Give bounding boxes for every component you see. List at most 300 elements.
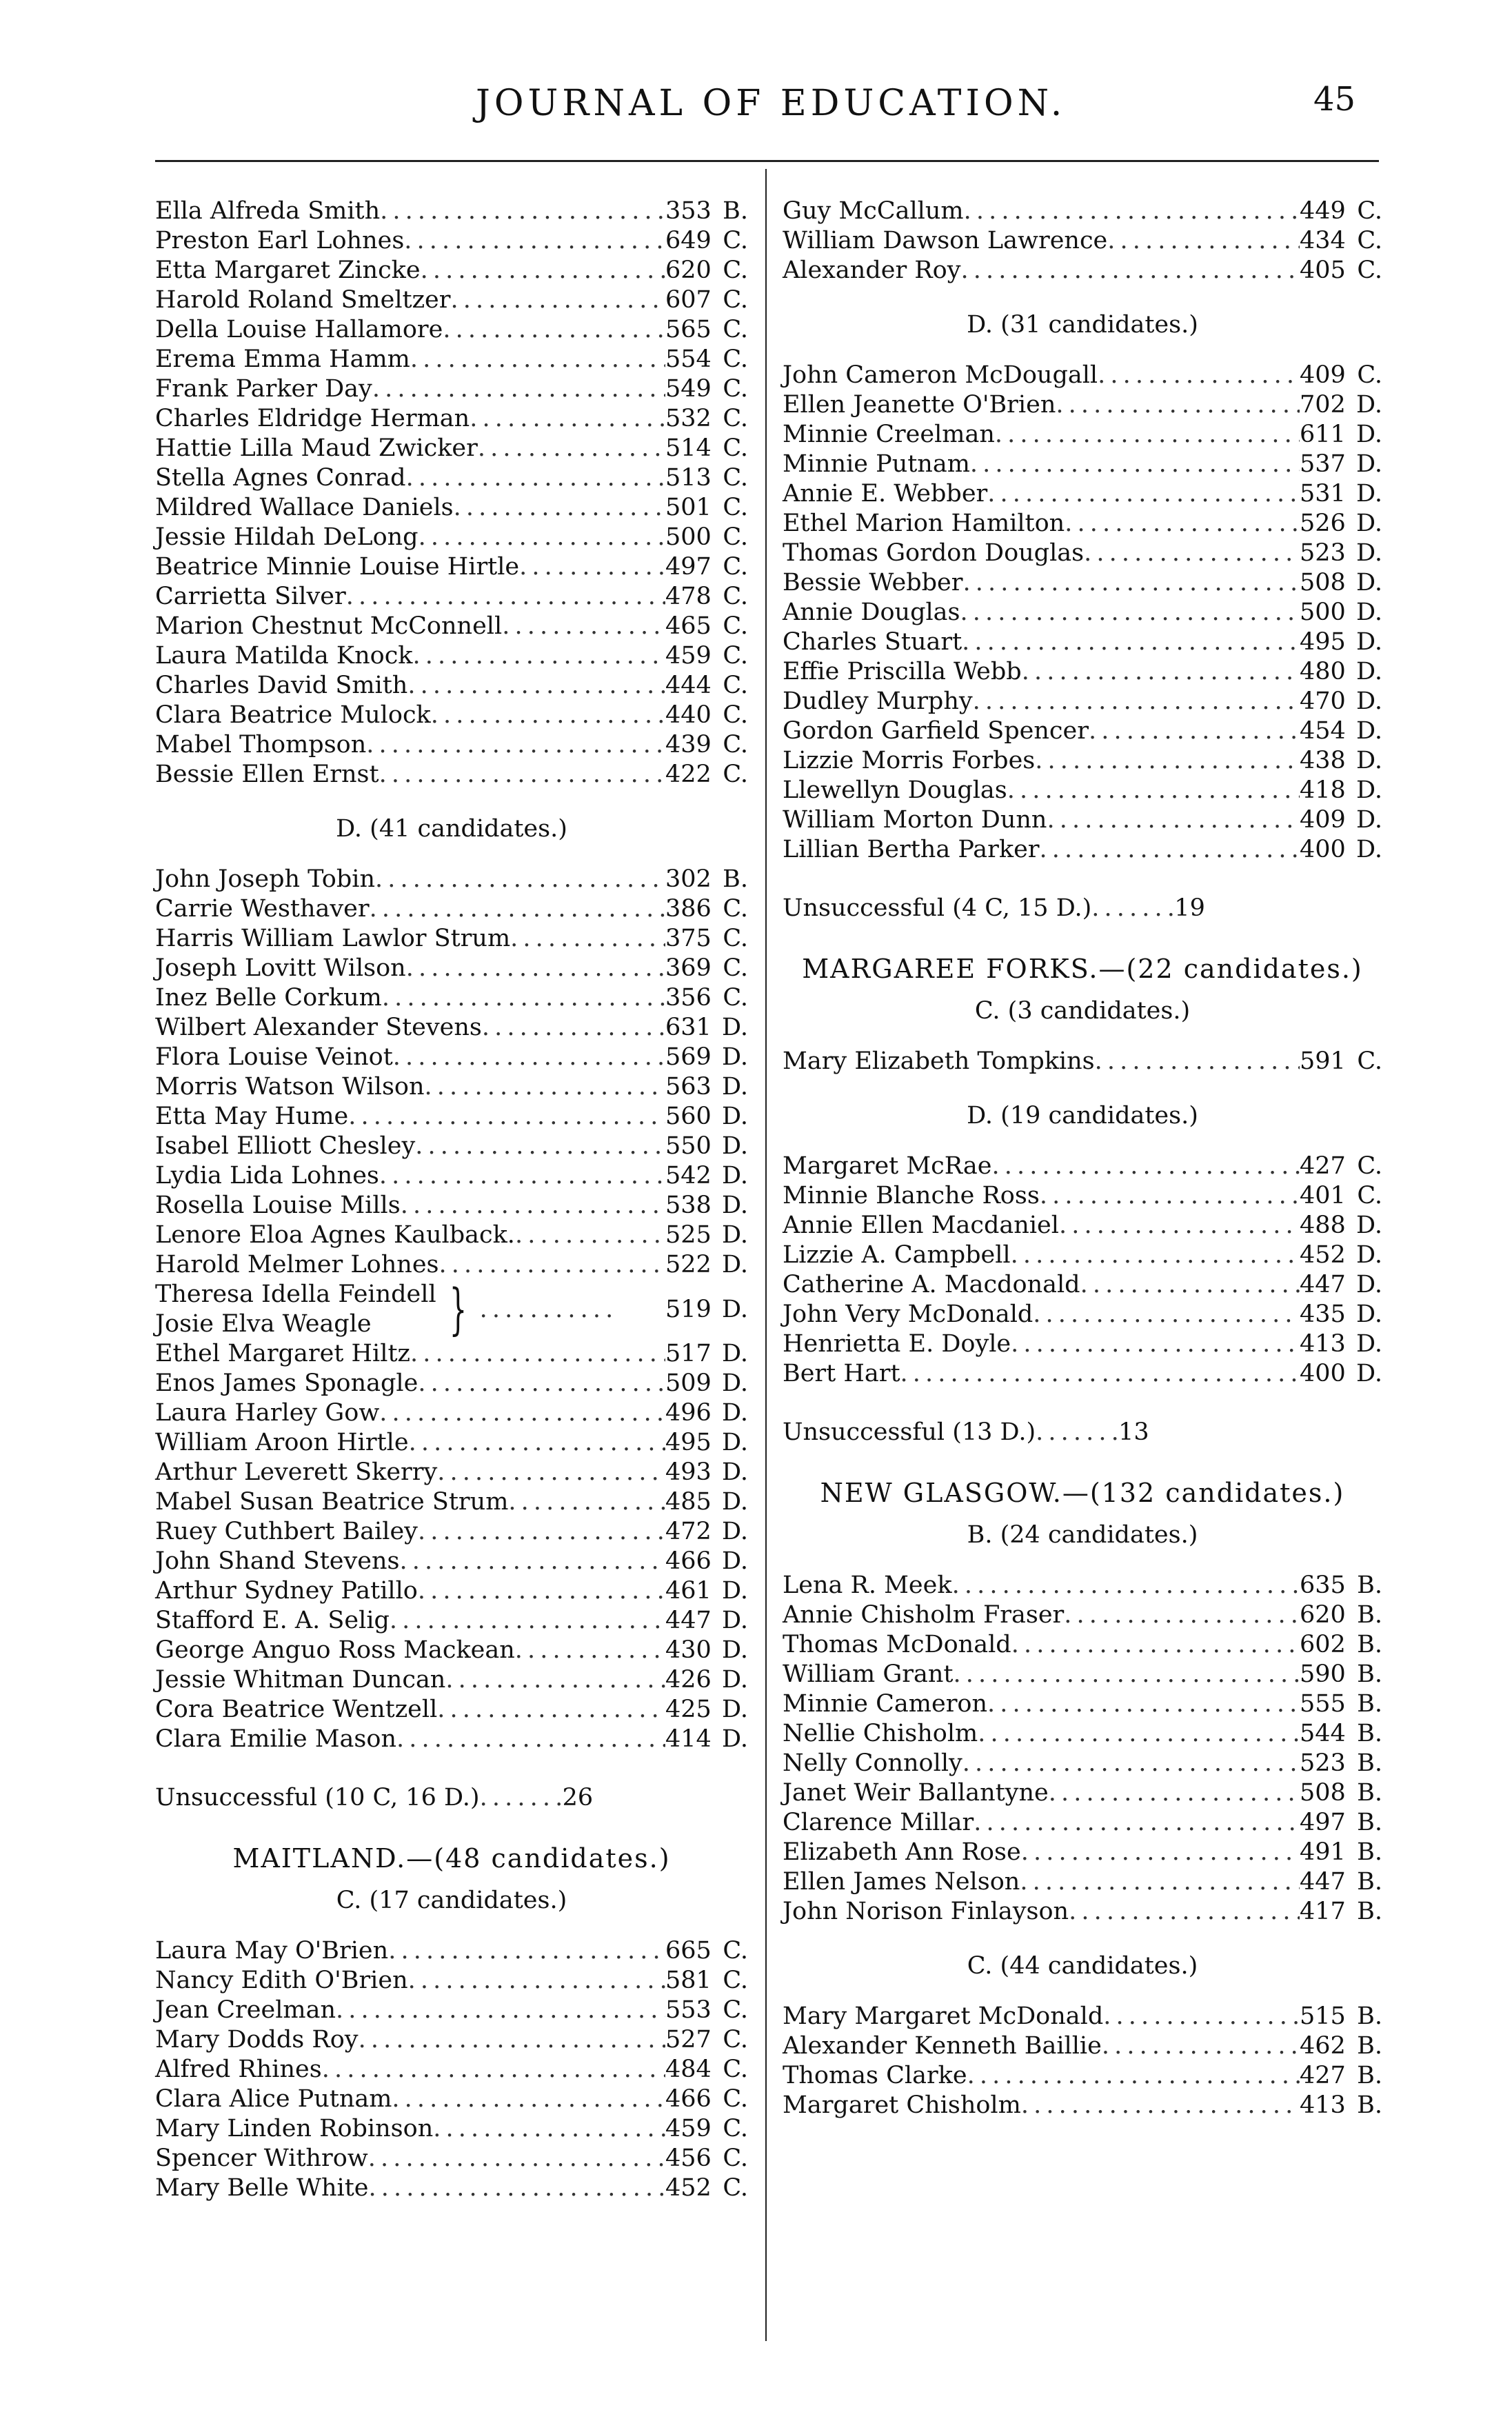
candidate-row [155,1013,748,1043]
candidate-score: 418 [1300,776,1346,804]
candidate-row [155,641,748,671]
leader-dots [1091,894,1174,923]
candidate-row [155,2173,748,2203]
candidate-name: Margaret McRae [783,1152,992,1180]
leader-dots [973,687,1300,716]
leader-dots [437,1458,665,1487]
candidate-row [783,1838,1382,1867]
candidate-row [783,1778,1382,1808]
candidate-grade: C. [723,2174,748,2202]
candidate-row [155,1102,748,1132]
candidate-name: Etta May Hume [155,1103,349,1130]
candidate-name: Stella Agnes Conrad [155,464,406,492]
candidate-score: 517 [665,1340,712,1367]
leader-dots [1007,776,1300,805]
candidate-grade: D. [722,1458,748,1486]
candidate-name: Hattie Lilla Maud Zwicker [155,434,478,462]
bracketed-pair [155,1277,748,1341]
candidate-name: Gordon Garfield Spencer [783,717,1089,745]
pair-name-2: Josie Elva Weagle [155,1310,372,1338]
candidate-score: 454 [1300,717,1346,745]
leader-dots [406,954,665,983]
candidate-score: 369 [665,954,712,982]
candidate-name: Erema Emma Hamm [155,345,410,373]
candidate-row [783,509,1382,539]
leader-dots [987,1689,1300,1719]
candidate-row [155,1250,748,1280]
leader-dots [396,1725,665,1754]
candidate-score: 444 [665,672,712,699]
right-list-4 [783,1152,1382,1389]
right-column [783,197,1382,2120]
candidate-name: John Very McDonald [783,1301,1034,1328]
candidate-name: Clara Beatrice Mulock [155,701,431,729]
leader-dots [382,983,665,1013]
candidate-score: 620 [665,257,712,284]
leader-dots [404,226,665,256]
leader-dots [953,1660,1300,1689]
candidate-name: Mary Dodds Roy [155,2026,359,2053]
leader-dots [967,2061,1300,2091]
candidate-grade: D. [722,1518,748,1545]
leader-dots [1033,1300,1300,1329]
candidate-row [155,671,748,701]
leader-dots [515,1636,665,1665]
candidate-row [155,285,748,315]
candidate-row [783,1630,1382,1660]
candidate-score: 544 [1300,1720,1346,1747]
candidate-row [155,2085,748,2114]
candidate-row [783,2002,1382,2031]
candidate-row [783,1270,1382,1300]
leader-dots [346,582,665,612]
candidate-name: Carrietta Silver [155,583,346,610]
candidate-score: 508 [1300,1779,1346,1807]
candidate-row [783,627,1382,657]
candidate-score: 513 [665,464,712,492]
candidate-name: Joseph Lovitt Wilson [155,954,406,982]
leader-dots [443,315,665,345]
left-list-4 [155,1936,748,2203]
candidate-grade: D. [722,1162,748,1189]
leader-dots [515,1221,665,1250]
candidate-score: 488 [1300,1212,1346,1239]
candidate-row [783,361,1382,390]
candidate-score: 531 [1300,480,1346,508]
candidate-row [783,746,1382,776]
candidate-grade: B. [1357,1838,1382,1866]
leader-dots [970,450,1300,479]
candidate-name: Lillian Bertha Parker [783,836,1040,863]
candidate-grade: D. [722,1043,748,1071]
candidate-row [783,226,1382,256]
candidate-grade: C. [723,316,748,343]
leader-dots [392,2085,665,2114]
candidate-grade: D. [722,1577,748,1605]
leader-dots [379,1161,665,1191]
candidate-name: Laura Harley Gow [155,1399,380,1427]
candidate-name: Minnie Putnam [783,450,970,478]
candidate-grade: B. [1357,1660,1382,1688]
leader-dots [1047,805,1300,835]
candidate-grade: C. [1357,1152,1382,1180]
candidate-score: 435 [1300,1301,1346,1328]
candidate-row [155,1966,748,1996]
candidate-name: William Morton Dunn [783,806,1047,834]
header-rule [155,160,1379,162]
leader-dots [1040,1181,1300,1211]
left-column [155,197,748,2203]
candidate-row [155,2114,748,2144]
pair-name-1: Theresa Idella Feindell [155,1281,436,1308]
leader-dots [400,1547,665,1576]
candidate-score: 422 [665,761,712,788]
leader-dots [418,1369,665,1398]
candidate-name: Beatrice Minnie Louise Hirtle [155,553,520,581]
candidate-name: Harris William Lawlor Strum [155,925,511,952]
candidate-row [783,1689,1382,1719]
candidate-row [155,1996,748,2025]
leader-dots [1021,1838,1300,1867]
leader-dots [960,598,1300,627]
leader-dots [1056,390,1300,420]
leader-dots [1103,2002,1300,2031]
candidate-grade: C. [723,701,748,729]
candidate-row [155,1043,748,1072]
candidate-row [783,420,1382,450]
candidate-row [155,865,748,894]
candidate-name: Minnie Creelman [783,421,995,448]
leader-dots [419,523,665,552]
candidate-row [155,760,748,790]
leader-dots [1036,1418,1118,1447]
candidate-name: Stafford E. A. Selig [155,1607,390,1634]
candidate-score: 438 [1300,747,1346,774]
candidate-row [155,1725,748,1754]
candidate-grade: C. [1357,227,1382,254]
candidate-name: Alexander Kenneth Baillie [783,2032,1102,2060]
candidate-grade: C. [723,553,748,581]
candidate-row [155,197,748,226]
candidate-score: 465 [665,612,712,640]
candidate-score: 452 [1300,1241,1346,1269]
candidate-grade: C. [723,227,748,254]
candidate-grade: D. [722,1369,748,1397]
candidate-row [155,1161,748,1191]
leader-dots [1020,1867,1300,1897]
candidate-score: 537 [1300,450,1346,478]
leader-dots [508,1487,665,1517]
candidate-row [783,539,1382,568]
candidate-name: Clara Alice Putnam [155,2085,392,2113]
candidate-name: William Grant [783,1660,954,1688]
candidate-name: Enos James Sponagle [155,1369,419,1397]
candidate-score: 602 [1300,1631,1346,1658]
candidate-row [783,598,1382,627]
candidate-grade: D. [1356,658,1382,685]
candidate-score: 426 [665,1666,712,1694]
leader-dots [375,865,665,894]
leader-dots [1011,1630,1300,1660]
candidate-row [155,1665,748,1695]
candidate-score: 409 [1300,806,1346,834]
candidate-score: 440 [665,701,712,729]
candidate-grade: C. [723,1996,748,2024]
candidate-grade: B. [1357,1868,1382,1896]
candidate-grade: D. [1356,747,1382,774]
candidate-name: Bessie Ellen Ernst [155,761,379,788]
leader-dots [1049,1778,1300,1808]
right-brace-icon: } [449,1277,467,1341]
leader-dots [415,1132,665,1161]
candidate-row [783,1719,1382,1749]
leader-dots [510,924,665,954]
candidate-name: Carrie Westhaver [155,895,370,923]
unsuccessful-label: Unsuccessful (13 D.) [783,1418,1036,1446]
leader-dots [480,1296,665,1323]
candidate-name: Ellen James Nelson [783,1868,1020,1896]
candidate-name: Clarence Millar [783,1809,974,1836]
candidate-score: 401 [1300,1182,1346,1209]
candidate-grade: B. [1357,2032,1382,2060]
candidate-name: Jean Creelman [155,1996,336,2024]
leader-dots [1022,657,1300,687]
candidate-row [783,1181,1382,1211]
leader-dots [401,1191,665,1221]
pair-score: 519 [665,1296,712,1323]
candidate-name: Llewellyn Douglas [783,776,1007,804]
candidate-grade: B. [1357,1749,1382,1777]
right-subheading-d: D. (31 candidates.) [967,311,1198,339]
candidate-score: 400 [1300,836,1346,863]
leader-dots [431,701,665,730]
candidate-name: Isabel Elliott Chesley [155,1132,416,1160]
right-list-1 [783,197,1382,285]
candidate-name: Preston Earl Lohnes [155,227,405,254]
candidate-grade: C. [1357,1047,1382,1075]
candidate-score: 497 [665,553,712,581]
candidate-score: 665 [665,1937,712,1965]
candidate-name: Dudley Murphy [783,687,973,715]
candidate-grade: B. [1357,2091,1382,2119]
candidate-grade: D. [1356,836,1382,863]
candidate-score: 485 [665,1488,712,1516]
candidate-name: Guy McCallum [783,197,964,225]
candidate-score: 555 [1300,1690,1346,1718]
candidate-name: Thomas McDonald [783,1631,1011,1658]
candidate-row [783,1300,1382,1329]
candidate-row [783,716,1382,746]
candidate-row [783,2031,1382,2061]
leader-dots [1059,1211,1300,1241]
candidate-grade: D. [722,1251,748,1278]
candidate-row [783,776,1382,805]
candidate-grade: D. [722,1547,748,1575]
candidate-grade: B. [1357,2002,1382,2030]
leader-dots [974,1808,1300,1838]
unsuccessful-count: 13 [1118,1418,1149,1446]
candidate-grade: C. [1357,257,1382,284]
candidate-row [155,954,748,983]
candidate-score: 549 [665,375,712,403]
candidate-score: 581 [665,1967,712,1994]
candidate-name: Jessie Whitman Duncan [155,1666,446,1694]
candidate-row [155,1547,748,1576]
candidate-row [783,1211,1382,1241]
leader-dots [1040,835,1300,865]
leader-dots [421,256,665,285]
candidate-grade: C. [1357,1182,1382,1209]
candidate-row [783,1047,1382,1076]
candidate-score: 456 [665,2145,712,2172]
candidate-grade: D. [1356,480,1382,508]
candidate-grade: C. [723,761,748,788]
margaree-subheading-c: C. (3 candidates.) [974,997,1191,1025]
candidate-grade: D. [722,1636,748,1664]
leader-dots [1089,716,1300,746]
leader-dots [1107,226,1300,256]
leader-dots [433,2114,665,2144]
candidate-name: Spencer Withrow [155,2145,368,2172]
candidate-grade: D. [1356,806,1382,834]
candidate-score: 449 [1300,197,1346,225]
candidate-name: Mabel Susan Beatrice Strum [155,1488,509,1516]
candidate-name: Della Louise Hallamore [155,316,443,343]
candidate-score: 522 [665,1251,712,1278]
leader-dots [418,1517,665,1547]
candidate-name: Thomas Gordon Douglas [783,539,1085,567]
candidate-score: 447 [665,1607,712,1634]
candidate-score: 386 [665,895,712,923]
candidate-grade: D. [1356,450,1382,478]
candidate-score: 491 [1300,1838,1346,1866]
candidate-name: John Joseph Tobin [155,865,375,893]
leader-dots [408,1966,665,1996]
candidate-grade: D. [722,1607,748,1634]
candidate-score: 478 [665,583,712,610]
leader-dots [962,627,1300,657]
candidate-row [155,582,748,612]
leader-dots [995,420,1300,450]
candidate-name: Nancy Edith O'Brien [155,1967,408,1994]
candidate-row [155,1695,748,1725]
candidate-row [155,374,748,404]
right-list-6 [783,2002,1382,2120]
candidate-grade: B. [1357,1571,1382,1599]
candidate-row [155,256,748,285]
candidate-grade: B. [723,197,748,225]
candidate-grade: D. [1356,1241,1382,1269]
candidate-row [155,315,748,345]
candidate-name: Janet Weir Ballantyne [783,1779,1049,1807]
candidate-score: 472 [665,1518,712,1545]
candidate-score: 480 [1300,658,1346,685]
candidate-name: Annie Ellen Macdaniel [783,1212,1059,1239]
candidate-row [155,894,748,924]
leader-dots [393,1043,665,1072]
candidate-name: Thomas Clarke [783,2062,967,2089]
candidate-score: 550 [665,1132,712,1160]
candidate-row [155,1369,748,1398]
candidate-name: Lizzie Morris Forbes [783,747,1036,774]
candidate-score: 500 [665,523,712,551]
candidate-score: 375 [665,925,712,952]
candidate-row [155,612,748,641]
candidate-name: Bessie Webber [783,569,963,596]
candidate-row [155,1458,748,1487]
candidate-row [155,434,748,463]
margaree-subheading-d: D. (19 candidates.) [967,1102,1198,1129]
leader-dots [1084,539,1300,568]
candidate-row [155,924,748,954]
candidate-name: Harold Melmer Lohnes [155,1251,439,1278]
unsuccessful-line [155,1783,748,1813]
candidate-score: 430 [665,1636,712,1664]
candidate-row [783,1329,1382,1359]
candidate-grade: B. [1357,1690,1382,1718]
candidate-score: 356 [665,984,712,1012]
candidate-score: 526 [1300,510,1346,537]
candidate-row [783,687,1382,716]
new-glasgow-subheading-b: B. (24 candidates.) [967,1521,1198,1549]
candidate-grade: C. [723,895,748,923]
candidate-name: Ella Alfreda Smith [155,197,381,225]
unsuccessful-count: 26 [562,1784,594,1811]
leader-dots [390,1606,665,1636]
candidate-score: 591 [1300,1047,1346,1075]
candidate-grade: C. [723,494,748,521]
candidate-row [783,1152,1382,1181]
leader-dots [445,1665,665,1695]
candidate-row [155,2055,748,2085]
candidate-name: Clara Emilie Mason [155,1725,396,1753]
candidate-name: Charles Eldridge Herman [155,405,470,432]
candidate-score: 500 [1300,599,1346,626]
candidate-row [155,1398,748,1428]
candidate-score: 631 [665,1014,712,1041]
candidate-row [783,1897,1382,1927]
candidate-grade: D. [1356,776,1382,804]
candidate-name: Flora Louise Veinot [155,1043,393,1071]
leader-dots [1011,1329,1300,1359]
leader-dots [480,1783,563,1813]
candidate-grade: C. [723,405,748,432]
candidate-name: Ellen Jeanette O'Brien [783,391,1056,419]
leader-dots [322,2055,665,2085]
candidate-row [155,1517,748,1547]
candidate-grade: C. [723,1937,748,1965]
leader-dots [478,434,665,463]
candidate-score: 413 [1300,1330,1346,1358]
town-heading-new-glasgow: NEW GLASGOW.—(132 candidates.) [820,1478,1345,1508]
candidate-name: Ruey Cuthbert Bailey [155,1518,418,1545]
candidate-row [783,568,1382,598]
unsuccessful-label: Unsuccessful (10 C, 16 D.) [155,1784,480,1811]
candidate-score: 493 [665,1458,712,1486]
candidate-row [155,1487,748,1517]
candidate-grade: C. [723,523,748,551]
leader-dots [380,197,665,226]
candidate-name: Frank Parker Day [155,375,372,403]
candidate-name: Ethel Marion Hamilton [783,510,1065,537]
candidate-score: 470 [1300,687,1346,715]
candidate-grade: B. [1357,1631,1382,1658]
candidate-row [155,1191,748,1221]
candidate-score: 414 [665,1725,712,1753]
left-list-1 [155,197,748,790]
candidate-grade: C. [723,2145,748,2172]
candidate-grade: B. [1357,1779,1382,1807]
